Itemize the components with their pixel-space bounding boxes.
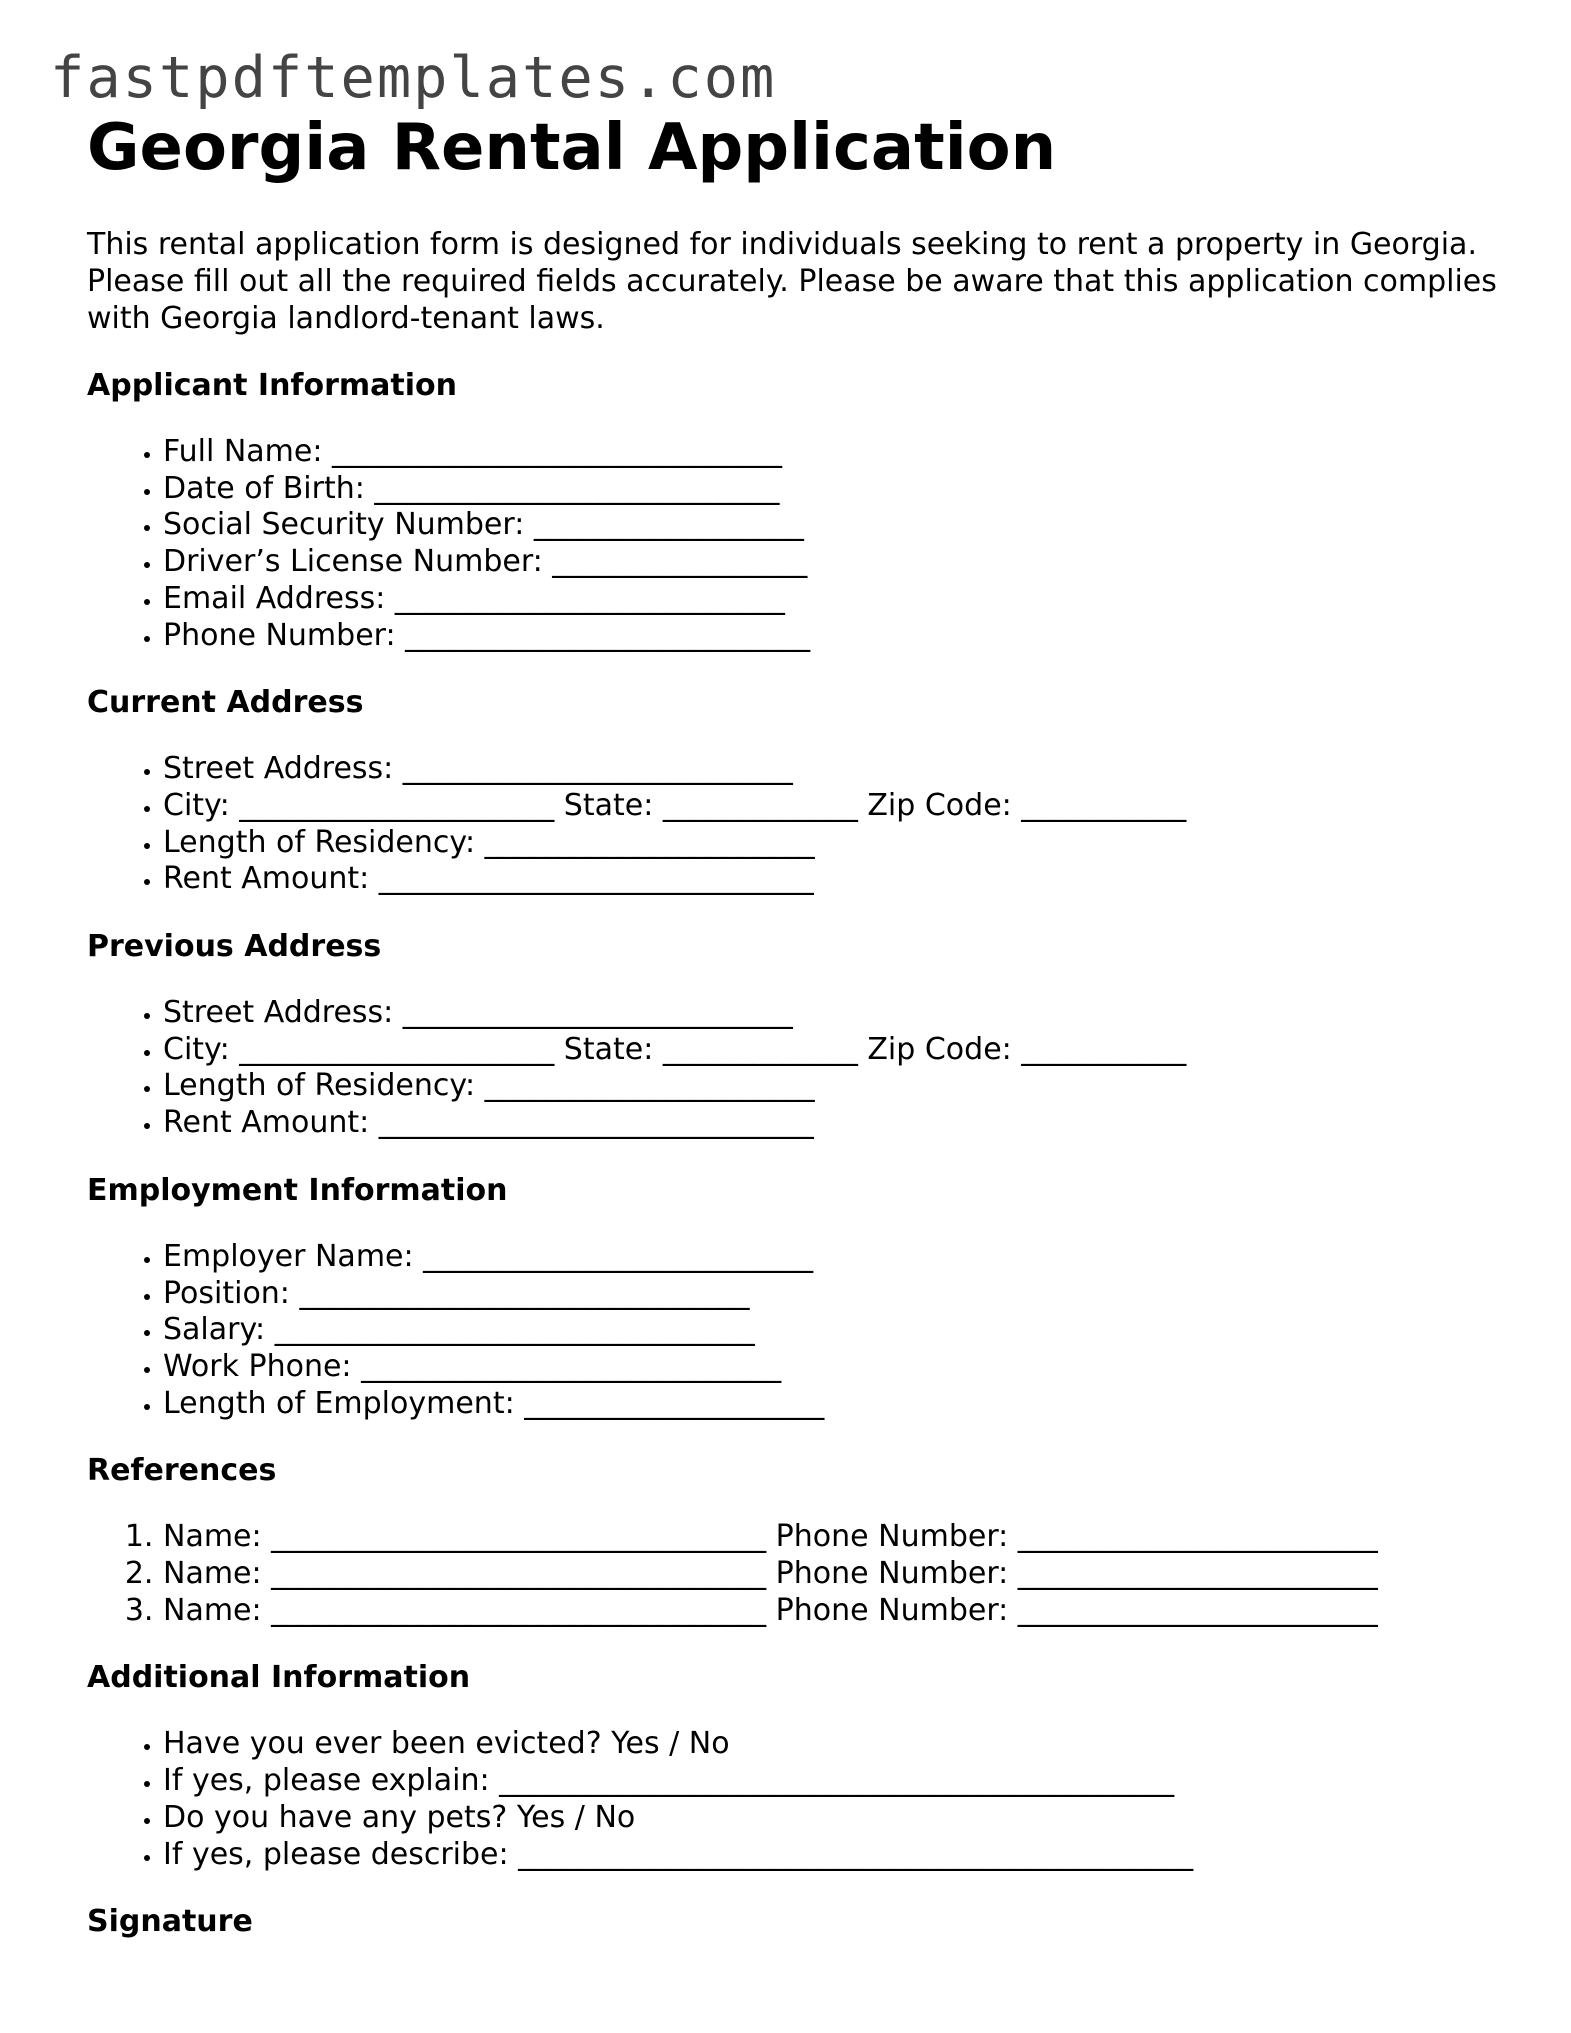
previous-rent-field[interactable]: • Rent Amount: _____________________________ [163, 1105, 1507, 1142]
pets-describe-field[interactable]: • If yes, please describe: _____________________________________________ [163, 1837, 1507, 1874]
reference-2-field[interactable]: 2. Name: _________________________________ Phone Number: ________________________ [163, 1556, 1507, 1593]
work-phone-field[interactable]: • Work Phone: ____________________________ [163, 1349, 1507, 1386]
current-rent-field[interactable]: • Rent Amount: _____________________________ [163, 861, 1507, 898]
intro-paragraph: This rental application form is designed for individuals seeking to rent a property in Georgia. Please fill out all the required fields accurately. Please be aware that this application complies with Georgia landlord-tenant laws. [87, 227, 1497, 336]
reference-3-field[interactable]: 3. Name: _________________________________ Phone Number: ________________________ [163, 1593, 1507, 1630]
previous-residency-length-field[interactable]: • Length of Residency: ______________________ [163, 1068, 1507, 1105]
section-heading-signature: Signature [87, 1904, 253, 1940]
employment-length-field[interactable]: • Length of Employment: ____________________ [163, 1386, 1507, 1423]
reference-1-field[interactable]: 1. Name: _________________________________ Phone Number: ________________________ [163, 1519, 1507, 1556]
references-field-list [87, 1519, 1507, 1629]
employer-name-field[interactable]: • Employer Name: __________________________ [163, 1239, 1507, 1276]
evicted-explain-field[interactable]: • If yes, please explain: _____________________________________________ [163, 1763, 1507, 1800]
section-heading-applicant: Applicant Information [87, 368, 457, 403]
current-city-state-zip-field[interactable]: • City: _____________________ State: _____________ Zip Code: ___________ [163, 788, 1507, 825]
applicant-field-list [87, 434, 1507, 654]
previous-city-state-zip-field[interactable]: • City: _____________________ State: _____________ Zip Code: ___________ [163, 1032, 1507, 1069]
section-heading-current-address: Current Address [87, 685, 364, 721]
evicted-question[interactable]: • Have you ever been evicted? Yes / No [163, 1726, 1507, 1763]
additional-field-list [87, 1726, 1507, 1873]
ssn-field[interactable]: • Social Security Number: __________________ [163, 507, 1507, 544]
previous-street-field[interactable]: • Street Address: __________________________ [163, 995, 1507, 1032]
pets-question[interactable]: • Do you have any pets? Yes / No [163, 1800, 1507, 1837]
position-field[interactable]: • Position: ______________________________ [163, 1276, 1507, 1313]
previous-address-field-list [87, 995, 1507, 1142]
watermark-logo: fastpdftemplates.com [50, 45, 777, 111]
section-heading-additional: Additional Information [87, 1660, 471, 1696]
employment-field-list [87, 1239, 1507, 1423]
section-heading-references: References [87, 1453, 277, 1489]
section-heading-employment: Employment Information [87, 1172, 508, 1208]
current-street-field[interactable]: • Street Address: __________________________ [163, 751, 1507, 788]
page-title: Georgia Rental Application [87, 111, 1057, 185]
full-name-field[interactable]: • Full Name: ______________________________ [163, 434, 1507, 471]
salary-field[interactable]: • Salary: ________________________________ [163, 1312, 1507, 1349]
current-residency-length-field[interactable]: • Length of Residency: ______________________ [163, 825, 1507, 862]
document-page [87, 108, 1507, 1940]
drivers-license-field[interactable]: • Driver’s License Number: _________________ [163, 544, 1507, 581]
current-address-field-list [87, 751, 1507, 898]
email-field[interactable]: • Email Address: __________________________ [163, 581, 1507, 618]
section-heading-previous-address: Previous Address [87, 929, 382, 965]
phone-field[interactable]: • Phone Number: ___________________________ [163, 618, 1507, 655]
date-of-birth-field[interactable]: • Date of Birth: ___________________________ [163, 471, 1507, 508]
